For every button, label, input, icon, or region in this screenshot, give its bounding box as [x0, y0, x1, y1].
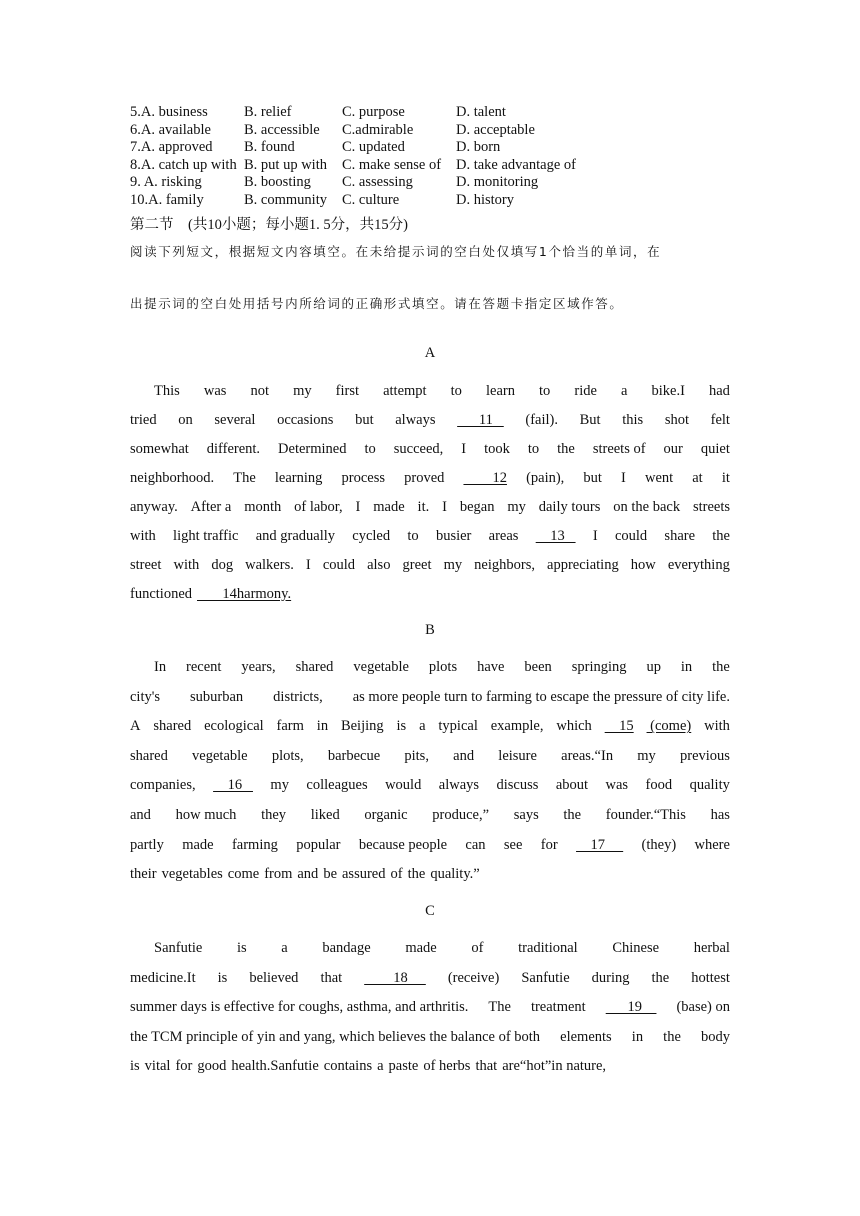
word: I	[592, 528, 598, 544]
word: proved	[404, 470, 445, 486]
answer-blank: 19	[605, 999, 657, 1016]
word: was	[203, 383, 227, 399]
word: would	[385, 777, 422, 794]
text-line	[130, 831, 730, 861]
word: the	[557, 441, 575, 457]
option-a: 6.A. available	[130, 121, 211, 138]
word: says	[513, 806, 539, 823]
word: month	[244, 499, 282, 515]
word: street	[130, 557, 162, 573]
answer-blank: 18	[364, 969, 426, 986]
word: years,	[241, 659, 276, 675]
word: areas	[488, 528, 519, 544]
word: their	[130, 866, 157, 883]
word: (they)	[641, 836, 677, 853]
answer-blank: 11	[457, 412, 504, 428]
answer-blank: 16	[213, 777, 253, 794]
word: plots	[428, 659, 458, 675]
text-line	[130, 406, 730, 435]
option-c: C. culture	[342, 191, 400, 208]
text-line	[130, 771, 730, 801]
word: walkers.	[245, 557, 294, 573]
word: (base) on	[676, 999, 730, 1016]
word: the	[563, 806, 582, 823]
word: made	[405, 940, 437, 956]
word: not	[250, 383, 269, 399]
word: Chinese	[612, 940, 660, 956]
option-a: 7.A. approved	[130, 139, 213, 155]
word: somewhat	[130, 441, 189, 457]
option-c: C. assessing	[342, 174, 413, 190]
word: functioned	[130, 586, 193, 602]
word: my	[443, 557, 463, 573]
word: farm	[276, 718, 304, 735]
answer-blank: 13	[535, 528, 576, 544]
word: assured	[342, 866, 386, 883]
word: a	[281, 940, 288, 956]
word: attempt	[383, 383, 427, 399]
word: springing	[571, 659, 627, 675]
word: typical	[438, 718, 478, 735]
word: how	[630, 557, 656, 573]
word: has	[710, 806, 730, 823]
option-d: D. talent	[456, 104, 506, 120]
word: my	[270, 777, 289, 794]
word: busier	[435, 528, 472, 544]
passage-c-heading: C	[425, 903, 435, 919]
text-line	[130, 860, 730, 890]
option-b: B. put up with	[244, 156, 327, 173]
option-c: C. purpose	[342, 104, 405, 120]
word: hottest	[691, 969, 730, 986]
text-line	[130, 712, 730, 742]
word: popular	[296, 836, 341, 853]
word: The	[233, 470, 256, 486]
word: also	[367, 557, 391, 573]
word: during	[591, 969, 630, 986]
option-a: 9. A. risking	[130, 174, 202, 190]
option-d: D. born	[456, 139, 501, 155]
word: and gradually	[255, 528, 336, 544]
word: a	[620, 383, 628, 399]
word: tried	[130, 412, 157, 428]
word: is	[236, 940, 247, 956]
word: recent	[186, 659, 222, 675]
word: always	[395, 412, 436, 428]
word: from	[264, 866, 293, 883]
word: in	[316, 718, 329, 735]
word: appreciating	[547, 557, 619, 573]
word: ride	[574, 383, 597, 399]
word: was	[605, 777, 629, 794]
text-line	[130, 377, 730, 406]
text-line	[130, 435, 730, 464]
word: suburban	[190, 688, 244, 705]
word: my	[637, 747, 656, 764]
word: greet	[402, 557, 432, 573]
option-b: B. accessible	[244, 121, 320, 138]
word: medicine.It	[130, 969, 196, 986]
word: is	[396, 718, 407, 735]
word: share	[664, 528, 696, 544]
word: In	[154, 659, 167, 675]
word: in	[631, 1028, 644, 1045]
word: about	[555, 777, 589, 794]
word: come	[227, 866, 260, 883]
word: city's	[130, 688, 160, 705]
word: with	[173, 557, 200, 573]
word: good	[197, 1058, 227, 1075]
word: but	[355, 412, 374, 428]
text-line	[130, 1023, 730, 1053]
word: be	[323, 866, 337, 883]
passage-b-text	[130, 653, 730, 890]
word: of	[471, 940, 484, 956]
word: (receive)	[447, 969, 500, 986]
option-c: C. updated	[342, 139, 405, 155]
word: to	[539, 383, 551, 399]
word: health.Sanfutie	[231, 1058, 319, 1075]
word: colleagues	[306, 777, 368, 794]
word: vegetable	[353, 659, 409, 675]
word: shared	[130, 747, 168, 764]
word: shared	[153, 718, 192, 735]
answer-blank: 12	[463, 470, 507, 486]
word: districts,	[273, 688, 323, 705]
word: because people	[358, 836, 448, 853]
text-line	[130, 653, 730, 683]
word: went	[644, 470, 674, 486]
word: our	[663, 441, 683, 457]
word: streets of	[592, 441, 646, 457]
option-d: D. acceptable	[456, 121, 535, 138]
word: quiet	[700, 441, 730, 457]
word: companies,	[130, 777, 196, 794]
word: organic	[364, 806, 408, 823]
word: had	[708, 383, 730, 399]
word: learning	[274, 470, 323, 486]
text-line	[130, 964, 730, 994]
word: the	[663, 1028, 681, 1045]
word: farming	[231, 836, 278, 853]
word: been	[524, 659, 552, 675]
text-line	[130, 934, 730, 964]
word: produce,”	[432, 806, 490, 823]
word: that	[320, 969, 343, 986]
text-line	[130, 742, 730, 772]
word: and	[453, 747, 475, 764]
instructions-line-2: 出提示词的空白处用括号内所给词的正确形式填空。请在答题卡指定区域作答。	[130, 296, 624, 311]
word: ecological	[204, 718, 264, 735]
word: to	[407, 528, 419, 544]
word: how much	[175, 806, 237, 823]
word: the	[712, 528, 730, 544]
word: of labor,	[294, 499, 343, 515]
text-line	[130, 580, 730, 609]
word: vital	[144, 1058, 171, 1075]
word: this	[622, 412, 644, 428]
option-d: D. monitoring	[456, 174, 539, 190]
word: where	[694, 836, 730, 853]
word: a	[377, 1058, 384, 1075]
word: barbecue	[327, 747, 381, 764]
text-line	[130, 464, 730, 493]
word: The	[488, 999, 511, 1016]
word: for	[175, 1058, 193, 1075]
word: my	[507, 499, 526, 515]
word: I	[442, 499, 447, 515]
word: up	[646, 659, 661, 675]
word: can	[465, 836, 486, 853]
word: with	[130, 528, 156, 544]
word: everything	[667, 557, 730, 573]
word: could	[614, 528, 648, 544]
word: different.	[206, 441, 261, 457]
word: a	[419, 718, 426, 735]
word: herbal	[693, 940, 730, 956]
option-b: B. boosting	[244, 174, 311, 190]
word: are“hot”in nature,	[502, 1058, 607, 1075]
word: made	[182, 836, 214, 853]
word: which	[556, 718, 592, 735]
word: food	[645, 777, 673, 794]
word: quality	[689, 777, 730, 794]
word: After a	[190, 499, 232, 515]
word: quality.”	[430, 866, 480, 883]
word: I	[621, 470, 626, 486]
word: at	[692, 470, 703, 486]
word: could	[322, 557, 356, 573]
answer-blank: (come)	[646, 718, 692, 735]
word: the	[407, 866, 426, 883]
option-a: 8.A. catch up with	[130, 156, 237, 173]
word: succeed,	[393, 441, 444, 457]
word: shot	[664, 412, 689, 428]
word: is	[130, 1058, 140, 1075]
word: in	[680, 659, 693, 675]
text-line	[130, 993, 730, 1023]
word: process	[341, 470, 386, 486]
word: dog	[211, 557, 234, 573]
word: (pain),	[526, 470, 565, 486]
word: example,	[490, 718, 544, 735]
word: first	[335, 383, 360, 399]
word: always	[438, 777, 480, 794]
option-b: B. found	[244, 139, 295, 155]
word: of	[390, 866, 403, 883]
word: partly	[130, 836, 164, 853]
text-line	[130, 801, 730, 831]
answer-blank: 15	[604, 718, 634, 735]
word: learn	[485, 383, 515, 399]
word: is	[217, 969, 228, 986]
passage-a-heading: A	[424, 345, 436, 361]
word: the TCM principle of yin and yang, which believes the balance of both	[130, 1028, 541, 1045]
word: elements	[560, 1028, 612, 1045]
word: This	[154, 383, 180, 399]
word: plots,	[271, 747, 304, 764]
word: several	[214, 412, 256, 428]
word: liked	[310, 806, 340, 823]
word: took	[484, 441, 510, 457]
word: occasions	[277, 412, 334, 428]
word: I	[305, 557, 311, 573]
option-a: 5.A. business	[130, 104, 208, 120]
word: daily tours	[538, 499, 601, 515]
word: felt	[710, 412, 730, 428]
word: Determined	[278, 441, 347, 457]
word: streets	[692, 499, 730, 515]
word: pits,	[404, 747, 429, 764]
word: previous	[680, 747, 730, 764]
word: believed	[249, 969, 299, 986]
word: they	[261, 806, 287, 823]
word: (fail).	[525, 412, 558, 428]
word: as more people turn to farming to escape the pressure of city life.	[352, 688, 730, 705]
word: traditional	[518, 940, 578, 956]
word: body	[700, 1028, 730, 1045]
word: and	[130, 806, 151, 823]
word: Beijing	[340, 718, 384, 735]
text-line	[130, 493, 730, 522]
text-line	[130, 522, 730, 551]
word: vegetables	[161, 866, 223, 883]
passage-c-text	[130, 934, 730, 1082]
word: neighborhood.	[130, 470, 215, 486]
word: discuss	[496, 777, 539, 794]
option-a: 10.A. family	[130, 191, 204, 208]
word: the	[651, 969, 670, 986]
option-d: D. take advantage of	[456, 156, 576, 173]
instructions-line-1: 阅读下列短文，根据短文内容填空。在未给提示词的空白处仅填写1个恰当的单词，在	[130, 244, 662, 259]
word: light traffic	[173, 528, 239, 544]
text-line	[130, 683, 730, 713]
word: bike.I	[651, 383, 685, 399]
text-line	[130, 551, 730, 580]
word: began	[459, 499, 495, 515]
word: bandage	[322, 940, 371, 956]
word: anyway.	[130, 499, 178, 515]
option-b: B. community	[244, 191, 327, 208]
word: it.	[417, 499, 430, 515]
word: paste	[388, 1058, 419, 1075]
word: Sanfutie	[154, 940, 203, 956]
word: But	[579, 412, 601, 428]
answer-blank: 14harmony.	[197, 586, 292, 602]
word: Sanfutie	[521, 969, 570, 986]
word: on	[178, 412, 193, 428]
option-c: C. make sense of	[342, 156, 442, 173]
word: I	[355, 499, 361, 515]
word: on the back	[613, 499, 681, 515]
word: A	[130, 718, 141, 735]
word: cycled	[352, 528, 391, 544]
word: to	[527, 441, 540, 457]
word: my	[293, 383, 312, 399]
word: of herbs	[423, 1058, 471, 1075]
word: contains	[323, 1058, 373, 1075]
word: have	[477, 659, 505, 675]
word: I	[461, 441, 467, 457]
word: to	[364, 441, 376, 457]
word: with	[704, 718, 730, 735]
word: founder.“This	[605, 806, 686, 823]
text-line	[130, 1052, 730, 1082]
word: it	[721, 470, 730, 486]
word: areas.“In	[561, 747, 614, 764]
word: but	[583, 470, 602, 486]
word: and	[297, 866, 319, 883]
word: to	[450, 383, 462, 399]
option-d: D. history	[456, 191, 514, 208]
word: shared	[295, 659, 334, 675]
word: see	[503, 836, 523, 853]
option-c: C.admirable	[342, 121, 414, 138]
word: the	[712, 659, 730, 675]
passage-b-heading: B	[425, 622, 435, 638]
word: treatment	[530, 999, 586, 1016]
word: leisure	[498, 747, 537, 764]
section-title: 第二节 (共10小题；每小题1. 5分，共15分)	[130, 217, 408, 233]
passage-a-text	[130, 377, 730, 609]
answer-blank: 17	[576, 836, 624, 853]
option-b: B. relief	[244, 104, 292, 120]
word: that	[475, 1058, 498, 1075]
word: vegetable	[192, 747, 248, 764]
word: neighbors,	[474, 557, 535, 573]
word: summer days is effective for coughs, asthma, and arthritis.	[130, 999, 469, 1016]
word: made	[373, 499, 405, 515]
word: for	[540, 836, 558, 853]
